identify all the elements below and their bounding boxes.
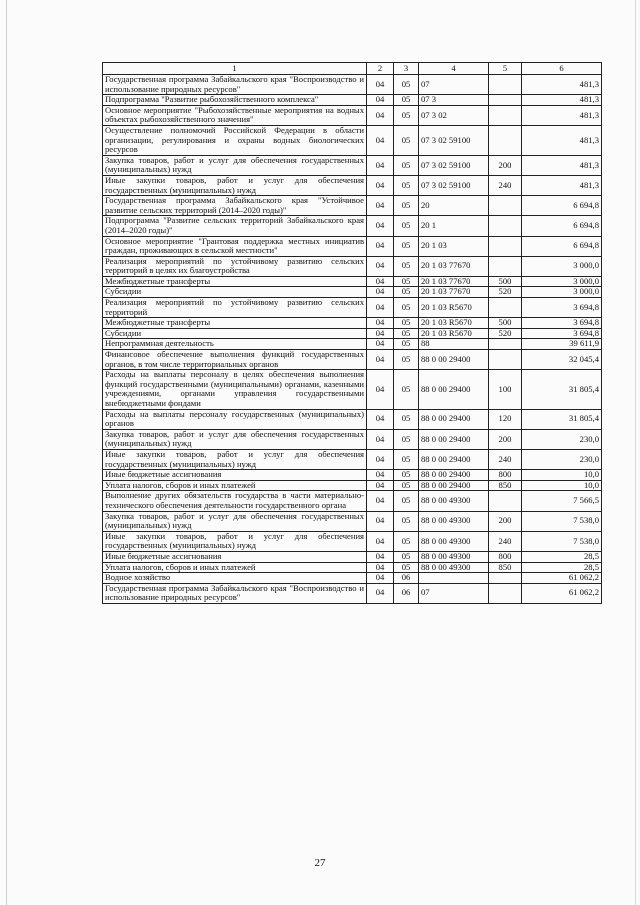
row-expense-type: 100 bbox=[489, 370, 522, 409]
row-target-article: 88 0 00 29400 bbox=[419, 449, 489, 469]
row-target-article: 88 0 00 49300 bbox=[419, 491, 489, 511]
row-subsection: 05 bbox=[394, 409, 419, 429]
table-row bbox=[103, 298, 602, 318]
row-section: 04 bbox=[367, 429, 394, 449]
row-expense-type: 850 bbox=[489, 480, 522, 491]
row-amount: 31 805,4 bbox=[522, 370, 602, 409]
row-expense-type bbox=[489, 125, 522, 155]
row-name: Расходы на выплаты персоналу государственных (муниципальных) органов bbox=[103, 409, 367, 429]
row-target-article: 88 0 00 29400 bbox=[419, 350, 489, 370]
row-expense-type bbox=[489, 105, 522, 125]
page-edge-left bbox=[6, 0, 7, 905]
row-section: 04 bbox=[367, 370, 394, 409]
row-amount: 6 694,8 bbox=[522, 196, 602, 216]
row-subsection: 06 bbox=[394, 583, 419, 603]
row-name: Государственная программа Забайкальского края "Устойчивое развитие сельских территорий (2014–2020 годы)" bbox=[103, 196, 367, 216]
table-row bbox=[103, 196, 602, 216]
row-subsection: 05 bbox=[394, 318, 419, 329]
row-subsection: 05 bbox=[394, 298, 419, 318]
row-target-article: 20 1 03 R5670 bbox=[419, 318, 489, 329]
row-section: 04 bbox=[367, 175, 394, 195]
row-amount: 6 694,8 bbox=[522, 216, 602, 236]
row-name: Государственная программа Забайкальского края "Воспроизводство и использование природных ресурсов" bbox=[103, 75, 367, 95]
row-section: 04 bbox=[367, 350, 394, 370]
row-expense-type: 200 bbox=[489, 429, 522, 449]
row-section: 04 bbox=[367, 573, 394, 584]
table-row bbox=[103, 328, 602, 339]
page-edge-right bbox=[635, 0, 636, 905]
table-row bbox=[103, 175, 602, 195]
row-target-article: 20 bbox=[419, 196, 489, 216]
row-section: 04 bbox=[367, 449, 394, 469]
row-section: 04 bbox=[367, 256, 394, 276]
row-name: Иные бюджетные ассигнования bbox=[103, 470, 367, 481]
row-target-article: 20 1 03 R5670 bbox=[419, 328, 489, 339]
row-subsection: 05 bbox=[394, 125, 419, 155]
row-subsection: 05 bbox=[394, 491, 419, 511]
row-amount: 39 611,9 bbox=[522, 339, 602, 350]
row-target-article: 07 3 02 59100 bbox=[419, 125, 489, 155]
row-expense-type bbox=[489, 298, 522, 318]
table-row bbox=[103, 350, 602, 370]
row-section: 04 bbox=[367, 409, 394, 429]
row-target-article: 88 0 00 29400 bbox=[419, 480, 489, 491]
row-amount: 230,0 bbox=[522, 429, 602, 449]
table-row bbox=[103, 562, 602, 573]
row-name: Осуществление полномочий Российской Федерации в области организации, регулирования и охраны водных биологических ресурсов bbox=[103, 125, 367, 155]
row-name: Уплата налогов, сборов и иных платежей bbox=[103, 562, 367, 573]
row-expense-type bbox=[489, 583, 522, 603]
row-section: 04 bbox=[367, 583, 394, 603]
row-name: Уплата налогов, сборов и иных платежей bbox=[103, 480, 367, 491]
row-section: 04 bbox=[367, 236, 394, 256]
row-amount: 3 694,8 bbox=[522, 328, 602, 339]
row-section: 04 bbox=[367, 95, 394, 106]
row-target-article: 07 bbox=[419, 583, 489, 603]
row-name: Субсидии bbox=[103, 328, 367, 339]
row-expense-type bbox=[489, 75, 522, 95]
table-row bbox=[103, 531, 602, 551]
row-target-article: 88 0 00 29400 bbox=[419, 470, 489, 481]
row-amount: 3 000,0 bbox=[522, 276, 602, 287]
row-expense-type: 240 bbox=[489, 449, 522, 469]
row-subsection: 05 bbox=[394, 236, 419, 256]
row-subsection: 05 bbox=[394, 531, 419, 551]
row-target-article: 20 1 bbox=[419, 216, 489, 236]
row-expense-type bbox=[489, 339, 522, 350]
row-subsection: 05 bbox=[394, 480, 419, 491]
row-target-article: 88 0 00 49300 bbox=[419, 551, 489, 562]
row-name: Субсидии bbox=[103, 287, 367, 298]
row-amount: 61 062,2 bbox=[522, 573, 602, 584]
row-name: Закупка товаров, работ и услуг для обеспечения государственных (муниципальных) нужд bbox=[103, 155, 367, 175]
row-amount: 3 694,8 bbox=[522, 318, 602, 329]
row-expense-type: 800 bbox=[489, 551, 522, 562]
row-section: 04 bbox=[367, 318, 394, 329]
row-target-article: 88 0 00 29400 bbox=[419, 429, 489, 449]
row-target-article: 20 1 03 bbox=[419, 236, 489, 256]
row-target-article: 88 0 00 29400 bbox=[419, 409, 489, 429]
row-name: Иные закупки товаров, работ и услуг для обеспечения государственных (муниципальных) нужд bbox=[103, 531, 367, 551]
row-amount: 481,3 bbox=[522, 105, 602, 125]
row-name: Иные бюджетные ассигнования bbox=[103, 551, 367, 562]
row-expense-type: 240 bbox=[489, 175, 522, 195]
row-section: 04 bbox=[367, 551, 394, 562]
row-name: Основное мероприятие "Грантовая поддержка местных инициатив граждан, проживающих в сельской местности" bbox=[103, 236, 367, 256]
row-name: Закупка товаров, работ и услуг для обеспечения государственных (муниципальных) нужд bbox=[103, 429, 367, 449]
row-subsection: 05 bbox=[394, 175, 419, 195]
row-name: Иные закупки товаров, работ и услуг для обеспечения государственных (муниципальных) нужд bbox=[103, 175, 367, 195]
row-amount: 230,0 bbox=[522, 449, 602, 469]
row-name: Выполнение других обязательств государства в части материально-технического обеспечения деятельности государственного органа bbox=[103, 491, 367, 511]
table-row bbox=[103, 409, 602, 429]
row-section: 04 bbox=[367, 470, 394, 481]
row-amount: 32 045,4 bbox=[522, 350, 602, 370]
row-name: Финансовое обеспечение выполнения функций государственных органов, в том числе территориальных органов bbox=[103, 350, 367, 370]
row-target-article: 07 3 bbox=[419, 95, 489, 106]
table-row bbox=[103, 551, 602, 562]
row-expense-type bbox=[489, 491, 522, 511]
row-subsection: 05 bbox=[394, 95, 419, 106]
row-expense-type bbox=[489, 256, 522, 276]
row-target-article: 88 0 00 49300 bbox=[419, 562, 489, 573]
row-section: 04 bbox=[367, 491, 394, 511]
table-row bbox=[103, 318, 602, 329]
row-expense-type bbox=[489, 573, 522, 584]
row-subsection: 05 bbox=[394, 216, 419, 236]
row-section: 04 bbox=[367, 105, 394, 125]
row-amount: 481,3 bbox=[522, 125, 602, 155]
row-amount: 31 805,4 bbox=[522, 409, 602, 429]
row-name: Закупка товаров, работ и услуг для обеспечения государственных (муниципальных) нужд bbox=[103, 511, 367, 531]
table-row bbox=[103, 216, 602, 236]
row-target-article: 88 0 00 29400 bbox=[419, 370, 489, 409]
row-target-article: 20 1 03 77670 bbox=[419, 256, 489, 276]
table-row bbox=[103, 276, 602, 287]
row-target-article: 07 3 02 bbox=[419, 105, 489, 125]
row-subsection: 05 bbox=[394, 105, 419, 125]
table-row bbox=[103, 370, 602, 409]
row-target-article: 20 1 03 77670 bbox=[419, 287, 489, 298]
row-section: 04 bbox=[367, 511, 394, 531]
row-expense-type: 200 bbox=[489, 155, 522, 175]
row-target-article: 20 1 03 R5670 bbox=[419, 298, 489, 318]
table-row bbox=[103, 95, 602, 106]
row-target-article: 88 0 00 49300 bbox=[419, 531, 489, 551]
header-col-3: 3 bbox=[394, 63, 419, 75]
row-section: 04 bbox=[367, 125, 394, 155]
row-subsection: 05 bbox=[394, 276, 419, 287]
row-expense-type bbox=[489, 350, 522, 370]
table-row bbox=[103, 480, 602, 491]
table-row bbox=[103, 125, 602, 155]
row-subsection: 05 bbox=[394, 196, 419, 216]
row-name: Подпрограмма "Развитие рыбохозяйственного комплекса" bbox=[103, 95, 367, 106]
table-row bbox=[103, 491, 602, 511]
row-amount: 61 062,2 bbox=[522, 583, 602, 603]
budget-table bbox=[102, 62, 602, 604]
row-name: Межбюджетные трансферты bbox=[103, 276, 367, 287]
row-name: Непрограммная деятельность bbox=[103, 339, 367, 350]
row-section: 04 bbox=[367, 276, 394, 287]
row-name: Реализация мероприятий по устойчивому развитию сельских территорий в целях их благоустройства bbox=[103, 256, 367, 276]
row-amount: 3 694,8 bbox=[522, 298, 602, 318]
table-row bbox=[103, 573, 602, 584]
row-section: 04 bbox=[367, 328, 394, 339]
row-expense-type: 850 bbox=[489, 562, 522, 573]
row-subsection: 05 bbox=[394, 328, 419, 339]
table-row bbox=[103, 339, 602, 350]
row-name: Подпрограмма "Развитие сельских территорий Забайкальского края (2014–2020 годы)" bbox=[103, 216, 367, 236]
row-expense-type: 520 bbox=[489, 287, 522, 298]
row-subsection: 05 bbox=[394, 350, 419, 370]
row-subsection: 05 bbox=[394, 470, 419, 481]
row-subsection: 05 bbox=[394, 429, 419, 449]
table-row bbox=[103, 583, 602, 603]
row-subsection: 05 bbox=[394, 511, 419, 531]
row-section: 04 bbox=[367, 531, 394, 551]
table-row bbox=[103, 75, 602, 95]
row-name: Государственная программа Забайкальского края "Воспроизводство и использование природных ресурсов" bbox=[103, 583, 367, 603]
header-col-5: 5 bbox=[489, 63, 522, 75]
row-expense-type bbox=[489, 196, 522, 216]
row-target-article bbox=[419, 573, 489, 584]
row-amount: 7 538,0 bbox=[522, 511, 602, 531]
row-name: Реализация мероприятий по устойчивому развитию сельских территорий bbox=[103, 298, 367, 318]
row-section: 04 bbox=[367, 155, 394, 175]
row-amount: 28,5 bbox=[522, 551, 602, 562]
header-col-4: 4 bbox=[419, 63, 489, 75]
row-section: 04 bbox=[367, 75, 394, 95]
row-section: 04 bbox=[367, 216, 394, 236]
row-subsection: 05 bbox=[394, 287, 419, 298]
table-row bbox=[103, 511, 602, 531]
row-subsection: 05 bbox=[394, 256, 419, 276]
row-expense-type bbox=[489, 95, 522, 106]
row-subsection: 05 bbox=[394, 370, 419, 409]
table-row bbox=[103, 429, 602, 449]
row-expense-type: 240 bbox=[489, 531, 522, 551]
row-target-article: 07 bbox=[419, 75, 489, 95]
table-row bbox=[103, 470, 602, 481]
row-subsection: 05 bbox=[394, 75, 419, 95]
row-name: Межбюджетные трансферты bbox=[103, 318, 367, 329]
row-amount: 10,0 bbox=[522, 480, 602, 491]
row-target-article: 07 3 02 59100 bbox=[419, 175, 489, 195]
header-col-6: 6 bbox=[522, 63, 602, 75]
row-expense-type bbox=[489, 236, 522, 256]
header-col-1: 1 bbox=[103, 63, 367, 75]
row-expense-type: 800 bbox=[489, 470, 522, 481]
row-expense-type: 120 bbox=[489, 409, 522, 429]
row-target-article: 07 3 02 59100 bbox=[419, 155, 489, 175]
row-subsection: 05 bbox=[394, 449, 419, 469]
row-amount: 481,3 bbox=[522, 175, 602, 195]
row-section: 04 bbox=[367, 287, 394, 298]
table-body bbox=[103, 75, 602, 604]
row-subsection: 05 bbox=[394, 562, 419, 573]
page-number: 27 bbox=[314, 857, 326, 869]
row-amount: 481,3 bbox=[522, 95, 602, 106]
table-row bbox=[103, 449, 602, 469]
table-row bbox=[103, 236, 602, 256]
table-header-row bbox=[103, 63, 602, 75]
row-expense-type: 200 bbox=[489, 511, 522, 531]
row-section: 04 bbox=[367, 480, 394, 491]
table-row bbox=[103, 287, 602, 298]
row-name: Основное мероприятие "Рыбохозяйственные мероприятия на водных объектах рыбохозяйственного значения" bbox=[103, 105, 367, 125]
row-expense-type: 520 bbox=[489, 328, 522, 339]
row-expense-type: 500 bbox=[489, 318, 522, 329]
row-name: Расходы на выплаты персоналу в целях обеспечения выполнения функций государственными (муниципальными) органами, казенными учреждениями, органами управления государственными внебюджетными фондами bbox=[103, 370, 367, 409]
row-amount: 481,3 bbox=[522, 155, 602, 175]
row-name: Иные закупки товаров, работ и услуг для обеспечения государственных (муниципальных) нужд bbox=[103, 449, 367, 469]
row-amount: 3 000,0 bbox=[522, 287, 602, 298]
row-section: 04 bbox=[367, 298, 394, 318]
row-expense-type: 500 bbox=[489, 276, 522, 287]
row-amount: 6 694,8 bbox=[522, 236, 602, 256]
table-row bbox=[103, 155, 602, 175]
row-amount: 7 566,5 bbox=[522, 491, 602, 511]
row-amount: 7 538,0 bbox=[522, 531, 602, 551]
row-subsection: 05 bbox=[394, 551, 419, 562]
row-amount: 10,0 bbox=[522, 470, 602, 481]
row-section: 04 bbox=[367, 562, 394, 573]
row-amount: 3 000,0 bbox=[522, 256, 602, 276]
row-amount: 481,3 bbox=[522, 75, 602, 95]
row-expense-type bbox=[489, 216, 522, 236]
row-target-article: 20 1 03 77670 bbox=[419, 276, 489, 287]
row-subsection: 06 bbox=[394, 573, 419, 584]
row-subsection: 05 bbox=[394, 155, 419, 175]
row-subsection: 05 bbox=[394, 339, 419, 350]
row-section: 04 bbox=[367, 339, 394, 350]
table-row bbox=[103, 105, 602, 125]
row-amount: 28,5 bbox=[522, 562, 602, 573]
row-section: 04 bbox=[367, 196, 394, 216]
header-col-2: 2 bbox=[367, 63, 394, 75]
row-name: Водное хозяйство bbox=[103, 573, 367, 584]
row-target-article: 88 0 00 49300 bbox=[419, 511, 489, 531]
table-row bbox=[103, 256, 602, 276]
row-target-article: 88 bbox=[419, 339, 489, 350]
